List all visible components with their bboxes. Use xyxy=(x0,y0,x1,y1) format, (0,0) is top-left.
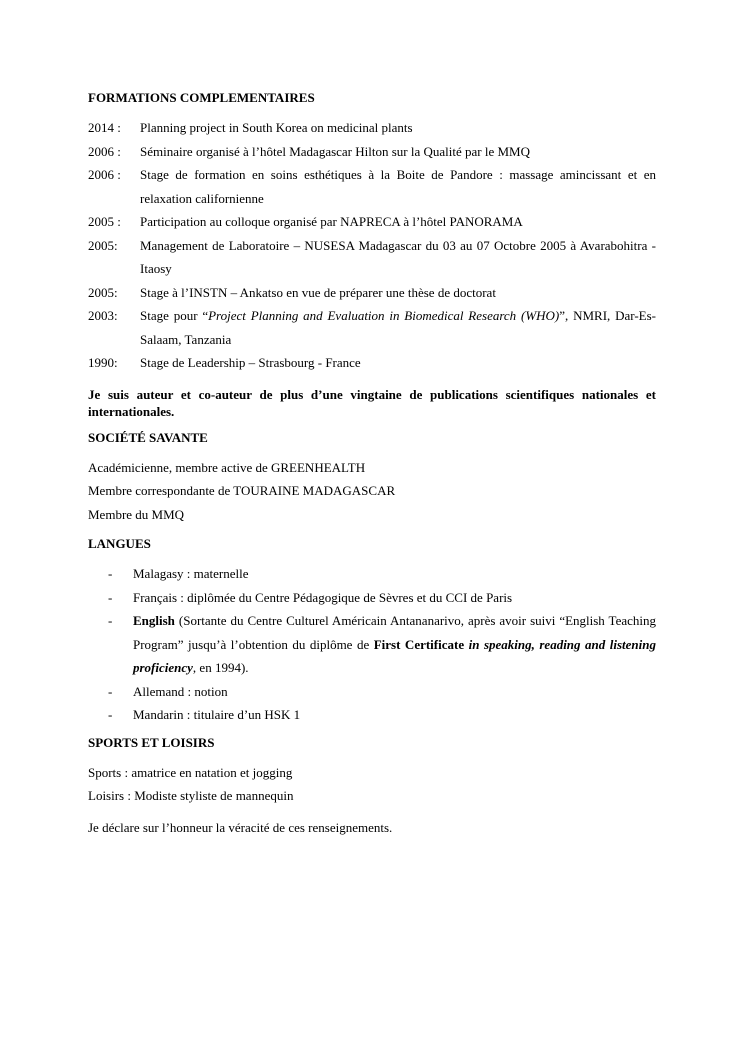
formation-text: Séminaire organisé à l’hôtel Madagascar Hilton sur la Qualité par le MMQ xyxy=(140,143,531,159)
formation-year: 2005: xyxy=(88,284,118,300)
formation-text: Stage de Leadership – Strasbourg - France xyxy=(140,355,361,370)
publications-statement: Je suis auteur et co-auteur de plus d’une vingtaine de publications scientifiques nationales et internationales. xyxy=(88,386,656,419)
societe-line: Membre du MMQ xyxy=(88,506,185,522)
formation-year: 1990: xyxy=(88,355,118,370)
loisirs-line: Loisirs : Modiste styliste de mannequin xyxy=(88,788,294,803)
bullet-dash: - xyxy=(108,683,113,699)
formation-year: 2003: xyxy=(88,308,118,323)
langue-mandarin: Mandarin : titulaire d’un HSK 1 xyxy=(133,707,301,722)
sports-heading: SPORTS ET LOISIRS xyxy=(88,734,215,750)
formation-text-end: ”, NMRI, Dar-Es-Salaam, Tanzania xyxy=(140,308,656,347)
formation-text: Participation au colloque organisé par NAPRECA à l’hôtel PANORAMA xyxy=(140,214,523,229)
formation-item xyxy=(88,140,656,164)
formation-item xyxy=(88,281,656,305)
societe-line: Membre correspondante de TOURAINE MADAGASCAR xyxy=(88,483,396,498)
formation-text: Management de Laboratoire – NUSESA Madagascar du 03 au 07 Octobre 2005 à Avarabohitra - Itaosy xyxy=(140,237,656,276)
sports-line: Sports : amatrice en natation et jogging xyxy=(88,764,293,780)
formations-list xyxy=(88,116,656,375)
formation-year: 2006 : xyxy=(88,143,121,159)
langues-heading: LANGUES xyxy=(88,536,151,551)
formation-year: 2006 : xyxy=(88,167,121,182)
bullet-dash: - xyxy=(108,707,113,722)
list-item xyxy=(88,680,656,704)
list-item xyxy=(88,609,656,680)
formation-text: Stage à l’INSTN – Ankatso en vue de préparer une thèse de doctorat xyxy=(140,284,496,300)
langue-francais: Français : diplômée du Centre Pédagogique de Sèvres et du CCI de Paris xyxy=(133,589,513,605)
societe-line: Académicienne, membre active de GREENHEALTH xyxy=(88,459,366,475)
formation-text: Stage de formation en soins esthétiques à la Boite de Pandore : massage amincissant et en relaxation californienne xyxy=(140,167,656,206)
sports-list xyxy=(88,761,656,808)
societe-list xyxy=(88,456,656,527)
bullet-dash: - xyxy=(108,566,113,581)
langues-list xyxy=(88,562,656,727)
list-item xyxy=(88,586,656,610)
formation-item xyxy=(88,351,656,375)
langue-malagasy: Malagasy : maternelle xyxy=(133,566,249,581)
formation-item xyxy=(88,210,656,234)
formation-year: 2014 : xyxy=(88,120,121,135)
english-label: English xyxy=(133,613,175,628)
formation-item xyxy=(88,304,656,351)
formation-text-italic: Project Planning and Evaluation in Biomedical Research (WHO) xyxy=(208,308,560,323)
langue-allemand: Allemand : notion xyxy=(133,683,228,699)
english-certificate-detail: in speaking, reading and listening proficiency xyxy=(133,636,656,675)
societe-heading: SOCIÉTÉ SAVANTE xyxy=(88,429,208,445)
list-item xyxy=(88,703,656,727)
formation-year: 2005: xyxy=(88,237,118,253)
langue-english xyxy=(133,609,656,680)
formation-year: 2005 : xyxy=(88,214,121,229)
english-description: (Sortante du Centre Culturel Américain Antananarivo, après avoir suivi “English Teaching Program” jusqu’à l’obtention du diplôme de xyxy=(133,613,656,652)
formation-text: Planning project in South Korea on medicinal plants xyxy=(140,120,413,135)
bullet-dash: - xyxy=(108,613,113,628)
declaration: Je déclare sur l’honneur la véracité de ces renseignements. xyxy=(88,819,393,835)
page-content xyxy=(88,88,656,839)
list-item xyxy=(88,562,656,586)
formation-item xyxy=(88,116,656,140)
formation-text xyxy=(140,304,656,351)
formations-heading: FORMATIONS COMPLEMENTAIRES xyxy=(88,90,315,105)
formation-text-start: Stage pour “ xyxy=(140,308,209,323)
bullet-dash: - xyxy=(108,589,113,605)
formation-item xyxy=(88,163,656,210)
formation-item xyxy=(88,234,656,281)
english-certificate: First Certificate xyxy=(373,636,465,652)
english-end: , en 1994). xyxy=(192,660,249,675)
